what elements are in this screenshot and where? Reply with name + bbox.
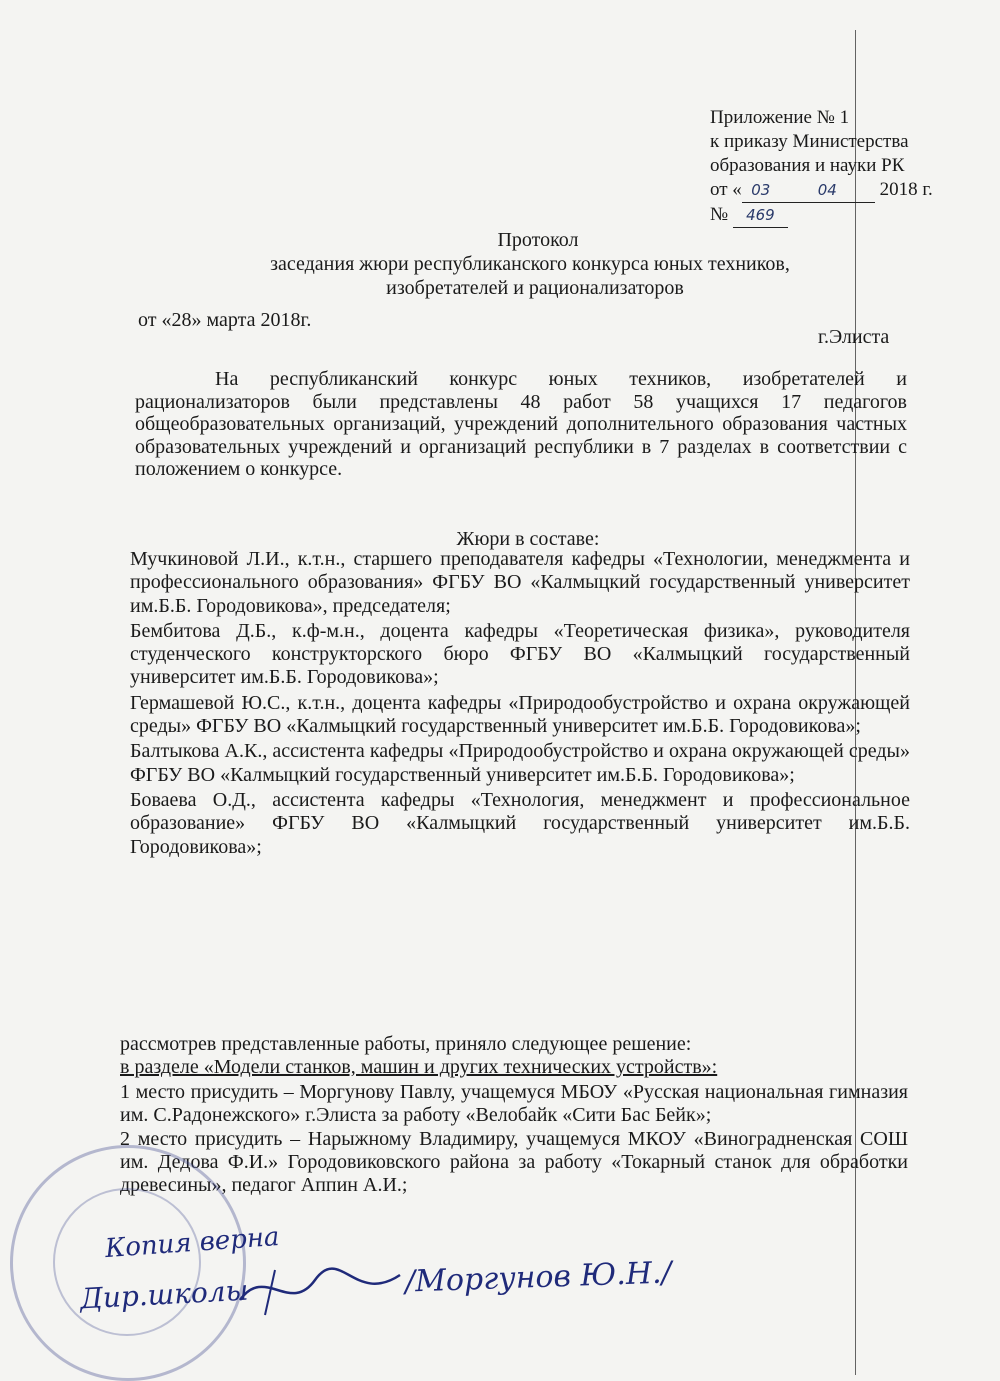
appendix-date-day: 03 [742, 178, 780, 203]
appendix-line1: Приложение № 1 [710, 107, 850, 128]
appendix-date-year: 2018 г. [879, 179, 933, 200]
appendix-date-month: 04 [780, 178, 875, 203]
appendix-line3: образования и науки РК [710, 155, 905, 176]
jury-member: Гермашевой Ю.С., к.т.н., доцента кафедры «Природообустройство и охрана окружающей среды» ФГБУ ВО «Калмыцкий государственный университет им.Б.Б. Городовикова»; [130, 691, 910, 738]
appendix-number-value: 469 [733, 203, 788, 228]
jury-member: Бембитова Д.Б., к.ф-м.н., доцента кафедры «Теоретическая физика», руководителя студенческого конструкторского бюро ФГБУ ВО «Калмыцкий государственный университет им.Б.Б. Городовикова»; [130, 619, 910, 689]
jury-member: Боваева О.Д., ассистента кафедры «Технология, менеджмент и профессиональное образование» ФГБУ ВО «Калмыцкий государственный университет им.Б.Б. Городовикова»; [130, 788, 910, 858]
award-item: 2 место присудить – Нарыжному Владимиру, учащемуся МКОУ «Виноградненская СОШ им. Дедова Ф.И.» Городовиковского района за работу «Токарный станок для обработки древесины», педагог Аппин А.И.; [120, 1127, 908, 1197]
director-signature [235, 1255, 405, 1325]
appendix-number [710, 203, 933, 228]
document-subtitle-line2: изобретателей и рационализаторов [386, 277, 684, 299]
appendix-line2: к приказу Министерства [710, 131, 909, 152]
director-handwritten: Дир.школы [79, 1273, 250, 1316]
document-title: Протокол [497, 229, 579, 251]
document-city: г.Элиста [818, 326, 890, 348]
appendix-date-prefix: от « [710, 179, 742, 200]
jury-heading: Жюри в составе: [456, 528, 600, 550]
appendix-number-prefix: № [710, 204, 729, 225]
official-seal [10, 1145, 246, 1381]
signature-name-handwritten: /Моргунов Ю.Н./ [404, 1255, 673, 1300]
jury-member: Балтыкова А.К., ассистента кафедры «Природообустройство и охрана окружающей среды» ФГБУ ВО «Калмыцкий государственный университет им.Б.Б. Городовикова»; [130, 740, 910, 786]
intro-paragraph [135, 368, 907, 481]
appendix-block [710, 106, 933, 228]
appendix-date [710, 178, 933, 203]
jury-list [130, 548, 910, 859]
document-date: от «28» марта 2018г. [138, 309, 312, 331]
intro-text: На республиканский конкурс юных техников, изобретателей и рационализаторов были представлены 48 работ 58 учащихся 17 педагогов общеобразовательных организаций, учреждений дополнительного образования частных образовательных учреждений и организаций республики в 7 разделах в соответствии с положением о конкурсе. [135, 368, 907, 480]
decision-intro: рассмотрев представленные работы, приняло следующее решение: [120, 1033, 692, 1055]
awards-list [120, 1081, 908, 1197]
jury-member: Мучкиновой Л.И., к.т.н., старшего преподавателя кафедры «Технологии, менеджмента и профессионального образования» ФГБУ ВО «Калмыцкий государственный университет им.Б.Б. Городовикова», председателя; [130, 548, 910, 617]
copy-note-handwritten: Копия верна [104, 1221, 281, 1265]
document-subtitle-line1: заседания жюри республиканского конкурса юных техников, [270, 253, 790, 275]
award-item: 1 место присудить – Моргунову Павлу, учащемуся МБОУ «Русская национальная гимназия им. С.Радонежского» г.Элиста за работу «Велобайк «Сити Бас Бейк»; [120, 1081, 908, 1127]
section-heading: в разделе «Модели станков, машин и других технических устройств»: [120, 1056, 718, 1078]
